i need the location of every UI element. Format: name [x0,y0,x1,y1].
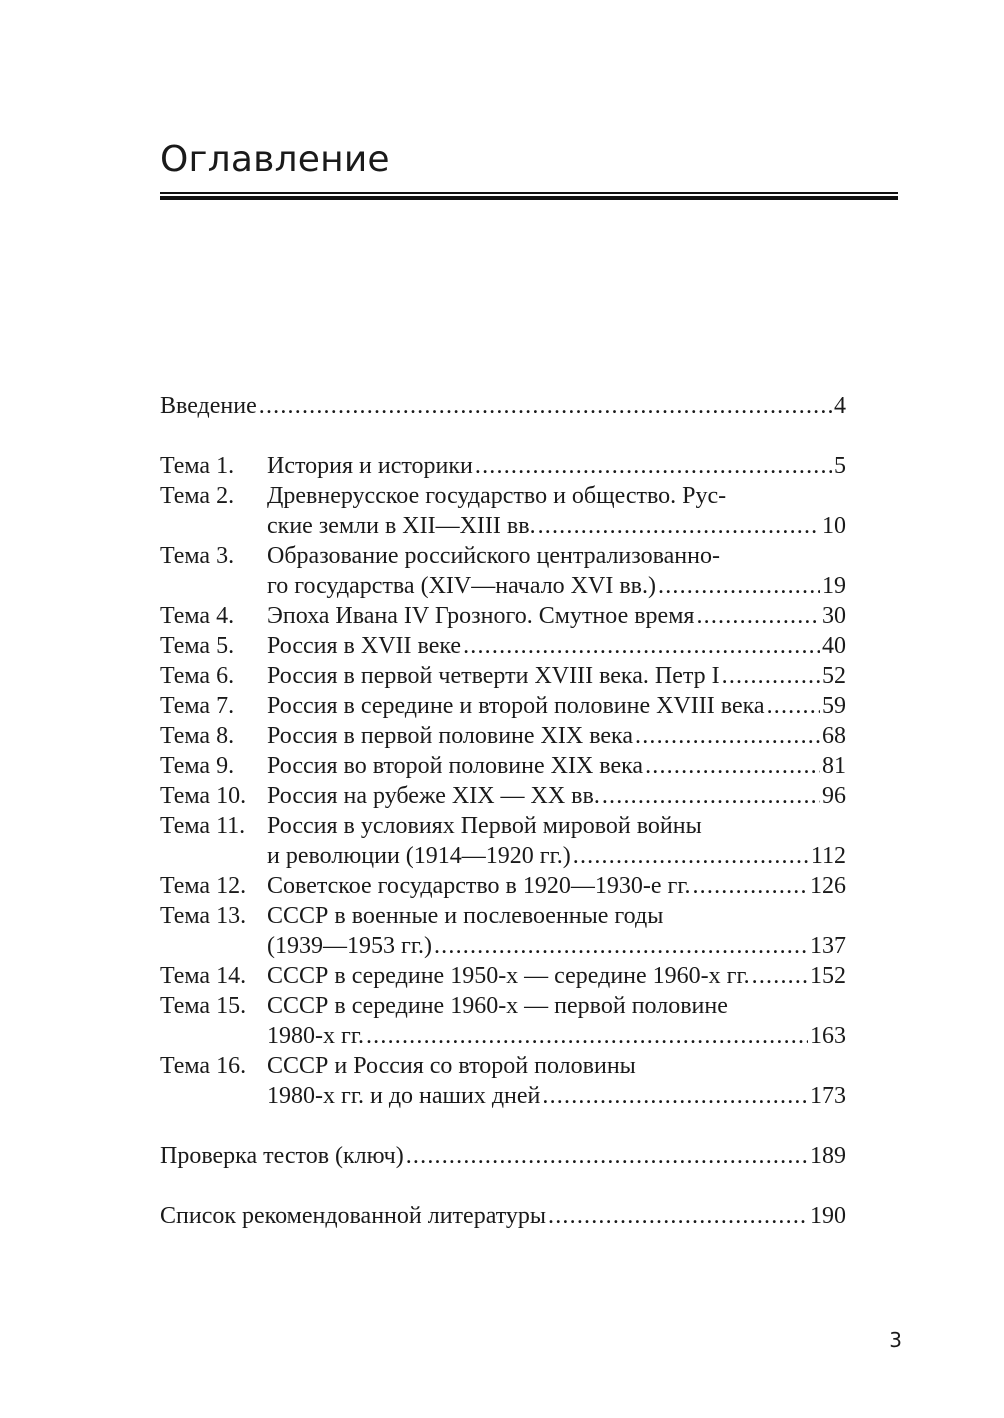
toc-entry-title: История и историки [267,453,473,479]
toc-page-number: 163 [810,1023,846,1049]
toc-entry-topic[interactable] [160,751,846,781]
toc-entry-topic[interactable] [160,721,846,751]
dot-leader [692,871,808,901]
toc-entry-title: Россия в условиях Первой мировой войны [267,813,702,839]
toc-topic-label: Тема 14. [160,963,247,989]
toc-entry-line [160,1021,846,1051]
toc-entry-title: го государства (XIV—начало XVI вв.) [267,573,656,599]
toc-entry-topic[interactable] [160,871,846,901]
table-of-contents [160,391,846,1231]
toc-entry-title: и революции (1914—1920 гг.) [267,843,571,869]
toc-entry-line [160,991,846,1021]
toc-entry-title: Введение [160,393,257,419]
toc-entry-answers[interactable] [160,1141,846,1171]
toc-page-number: 52 [822,663,846,689]
toc-entry-title: Эпоха Ивана IV Грозного. Смутное время [267,603,695,629]
toc-entry-line [160,841,846,871]
dot-leader [538,511,820,541]
toc-entry-title: Россия на рубеже XIX — XX вв. [267,783,600,809]
toc-entry-line [160,901,846,931]
toc-entry-topic[interactable] [160,961,846,991]
toc-entry-topic[interactable] [160,661,846,691]
toc-topic-label: Тема 10. [160,783,247,809]
title-rule-thin [160,192,898,194]
toc-page-number: 40 [822,633,846,659]
toc-page-number: 137 [810,933,846,959]
title-rule-thick [160,196,898,200]
toc-page-number: 189 [810,1143,846,1169]
toc-topic-label: Тема 12. [160,873,247,899]
dot-leader [573,841,809,871]
toc-entry-line [160,481,846,511]
toc-entry-title: СССР в военные и послевоенные годы [267,903,664,929]
dot-leader [463,631,820,661]
toc-entry-line [160,691,846,721]
toc-entry-line [160,541,846,571]
toc-entry-topic[interactable] [160,781,846,811]
toc-entry-topic[interactable] [160,1051,846,1111]
toc-page-number: 19 [822,573,846,599]
toc-entry-title: СССР и Россия со второй половины [267,1053,636,1079]
toc-entry-topic[interactable] [160,541,846,601]
toc-entry-line [160,721,846,751]
toc-page-number: 10 [822,513,846,539]
toc-page-number: 173 [810,1083,846,1109]
toc-entry-line [160,871,846,901]
toc-page-number: 112 [810,843,846,869]
dot-leader [752,961,808,991]
spacer [160,1171,846,1201]
dot-leader [542,1081,808,1111]
toc-entry-title: Образование российского централизованно- [267,543,720,569]
dot-leader [767,691,820,721]
toc-entry-line [160,601,846,631]
toc-entry-line [160,571,846,601]
toc-entry-title: Россия во второй половине XIX века [267,753,644,779]
toc-entry-topic[interactable] [160,451,846,481]
dot-leader [434,931,808,961]
dot-leader [722,661,820,691]
toc-topic-label: Тема 1. [160,453,235,479]
spacer [160,421,846,451]
toc-entry-title: СССР в середине 1950-х — середине 1960-х гг. [267,963,750,989]
toc-page-number: 190 [810,1203,846,1229]
toc-page-number: 81 [822,753,846,779]
toc-topic-label: Тема 7. [160,693,235,719]
dot-leader [475,451,832,481]
toc-page-number: 126 [810,873,846,899]
toc-entry-title: СССР в середине 1960-х — первой половине [267,993,728,1019]
dot-leader [366,1021,808,1051]
dot-leader [548,1201,808,1231]
toc-entry-line [160,1081,846,1111]
topic-list [160,451,846,1111]
toc-entry-topic[interactable] [160,901,846,961]
toc-entry-title: Россия в первой четверти XVIII века. Петр I [267,663,720,689]
footer-page-number: 3 [889,1328,902,1352]
toc-entry-title: Россия в середине и второй половине XVIII века [267,693,765,719]
toc-entry-topic[interactable] [160,481,846,541]
toc-entry-literature[interactable] [160,1201,846,1231]
page-title: Оглавление [160,139,390,180]
toc-entry-line [160,661,846,691]
toc-entry-title: Россия в первой половине XIX века [267,723,633,749]
toc-entry-title: ские земли в XII—XIII вв. [267,513,536,539]
toc-entry-topic[interactable] [160,631,846,661]
toc-entry-topic[interactable] [160,601,846,631]
toc-topic-label: Тема 16. [160,1053,247,1079]
toc-entry-title: Список рекомендованной литературы [160,1203,547,1229]
toc-topic-label: Тема 8. [160,723,235,749]
toc-topic-label: Тема 5. [160,633,235,659]
toc-entry-line [160,631,846,661]
toc-entry-topic[interactable] [160,991,846,1051]
toc-entry-line [160,811,846,841]
dot-leader [635,721,820,751]
toc-page-number: 68 [822,723,846,749]
spacer [160,1111,846,1141]
toc-entry-title: (1939—1953 гг.) [267,933,432,959]
dot-leader [259,391,832,421]
toc-topic-label: Тема 3. [160,543,235,569]
toc-entry-title: 1980-х гг. и до наших дней [267,1083,541,1109]
toc-page-number: 96 [822,783,846,809]
toc-entry-title: Древнерусское государство и общество. Рус- [267,483,727,509]
dot-leader [658,571,820,601]
toc-entry-topic[interactable] [160,811,846,871]
toc-entry-line [160,511,846,541]
toc-entry-line [160,451,846,481]
toc-entry-title: 1980-х гг. [267,1023,364,1049]
toc-page-number: 59 [822,693,846,719]
toc-page-number: 30 [822,603,846,629]
toc-topic-label: Тема 6. [160,663,235,689]
toc-entry-line [160,931,846,961]
toc-entry-line [160,1051,846,1081]
dot-leader [645,751,820,781]
toc-topic-label: Тема 11. [160,813,246,839]
dot-leader [602,781,820,811]
toc-entry-title: Россия в XVII веке [267,633,462,659]
toc-topic-label: Тема 9. [160,753,235,779]
toc-entry-topic[interactable] [160,691,846,721]
dot-leader [696,601,820,631]
toc-topic-label: Тема 4. [160,603,235,629]
toc-topic-label: Тема 2. [160,483,235,509]
toc-entry-line [160,781,846,811]
toc-entry-title: Советское государство в 1920—1930-е гг. [267,873,691,899]
toc-page-number: 152 [810,963,846,989]
dot-leader [406,1141,808,1171]
toc-entry-title: Проверка тестов (ключ) [160,1143,404,1169]
toc-entry-line [160,751,846,781]
toc-page-number: 4 [834,393,846,419]
toc-topic-label: Тема 13. [160,903,247,929]
toc-topic-label: Тема 15. [160,993,247,1019]
toc-entry-line [160,961,846,991]
toc-page-number: 5 [834,453,846,479]
toc-entry-intro[interactable] [160,391,846,421]
